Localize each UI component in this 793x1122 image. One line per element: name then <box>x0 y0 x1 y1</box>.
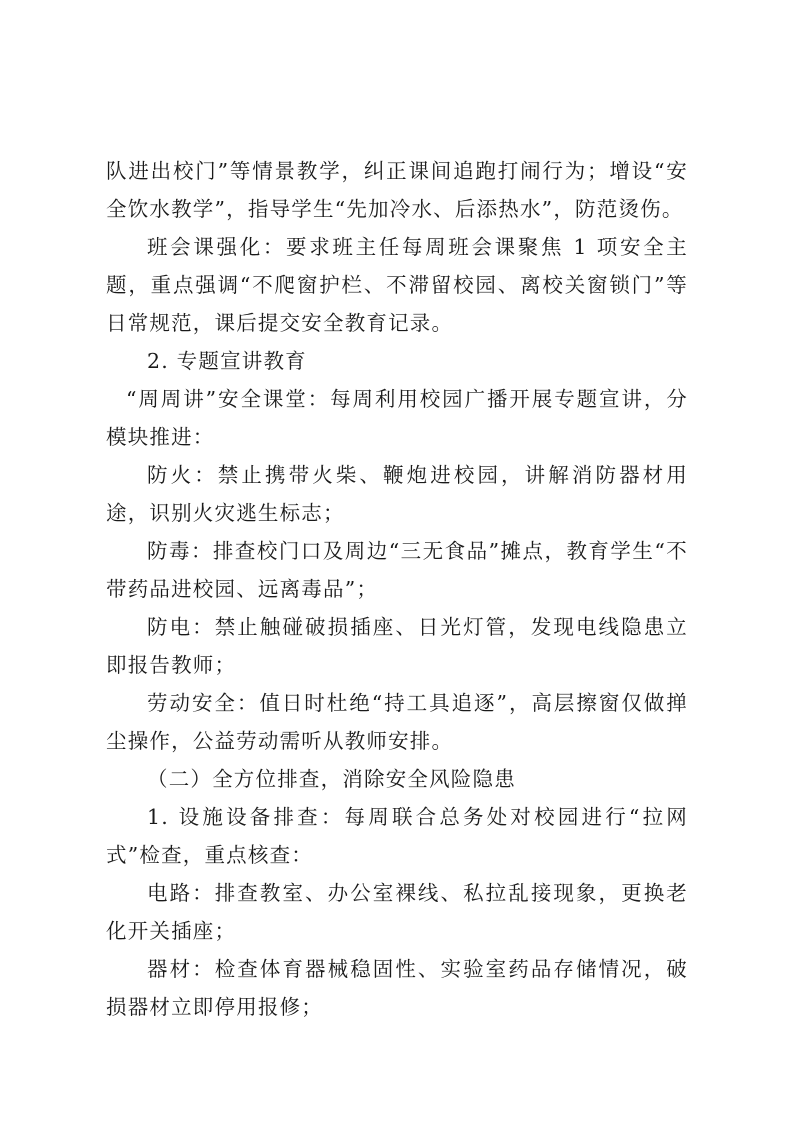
section-heading-special-lecture: 2. 专题宣讲教育 <box>147 349 307 373</box>
paragraph-class-meeting: 班会课强化：要求班主任每周班会课聚焦 1 项安全主题，重点强调“不爬窗护栏、不滞留校园、离校关窗锁门”等日常规范，课后提交安全教育记录。 <box>106 235 688 335</box>
paragraph-continuation: 队进出校门”等情景教学，纠正课间追跑打闹行为；增设“安全饮水教学”，指导学生“先加冷水、后添热水”，防范烫伤。 <box>106 159 688 221</box>
paragraph-poison-prevention: 防毒：排查校门口及周边“三无食品”摊点，教育学生“不带药品进校园、远离毒品”； <box>106 539 688 601</box>
paragraph-electric-circuit: 电路：排查教室、办公室裸线、私拉乱接现象，更换老化开关插座； <box>106 881 688 943</box>
paragraph-facility-inspection: 1. 设施设备排查：每周联合总务处对校园进行“拉网式”检查，重点核查： <box>106 805 688 867</box>
paragraph-labor-safety: 劳动安全：值日时杜绝“持工具追逐”，高层擦窗仅做掸尘操作，公益劳动需听从教师安排。 <box>106 691 688 753</box>
paragraph-electric-safety: 防电：禁止触碰破损插座、日光灯管，发现电线隐患立即报告教师； <box>106 615 688 677</box>
paragraph-weekly-lecture: “周周讲”安全课堂：每周利用校园广播开展专题宣讲，分模块推进： <box>106 387 688 449</box>
document-body <box>106 152 688 1026</box>
paragraph-fire-prevention: 防火：禁止携带火柴、鞭炮进校园，讲解消防器材用途，识别火灾逃生标志； <box>106 463 688 525</box>
paragraph-equipment: 器材：检查体育器械稳固性、实验室药品存储情况，破损器材立即停用报修； <box>106 957 688 1019</box>
section-heading-inspection: （二）全方位排查，消除安全风险隐患 <box>147 767 516 791</box>
